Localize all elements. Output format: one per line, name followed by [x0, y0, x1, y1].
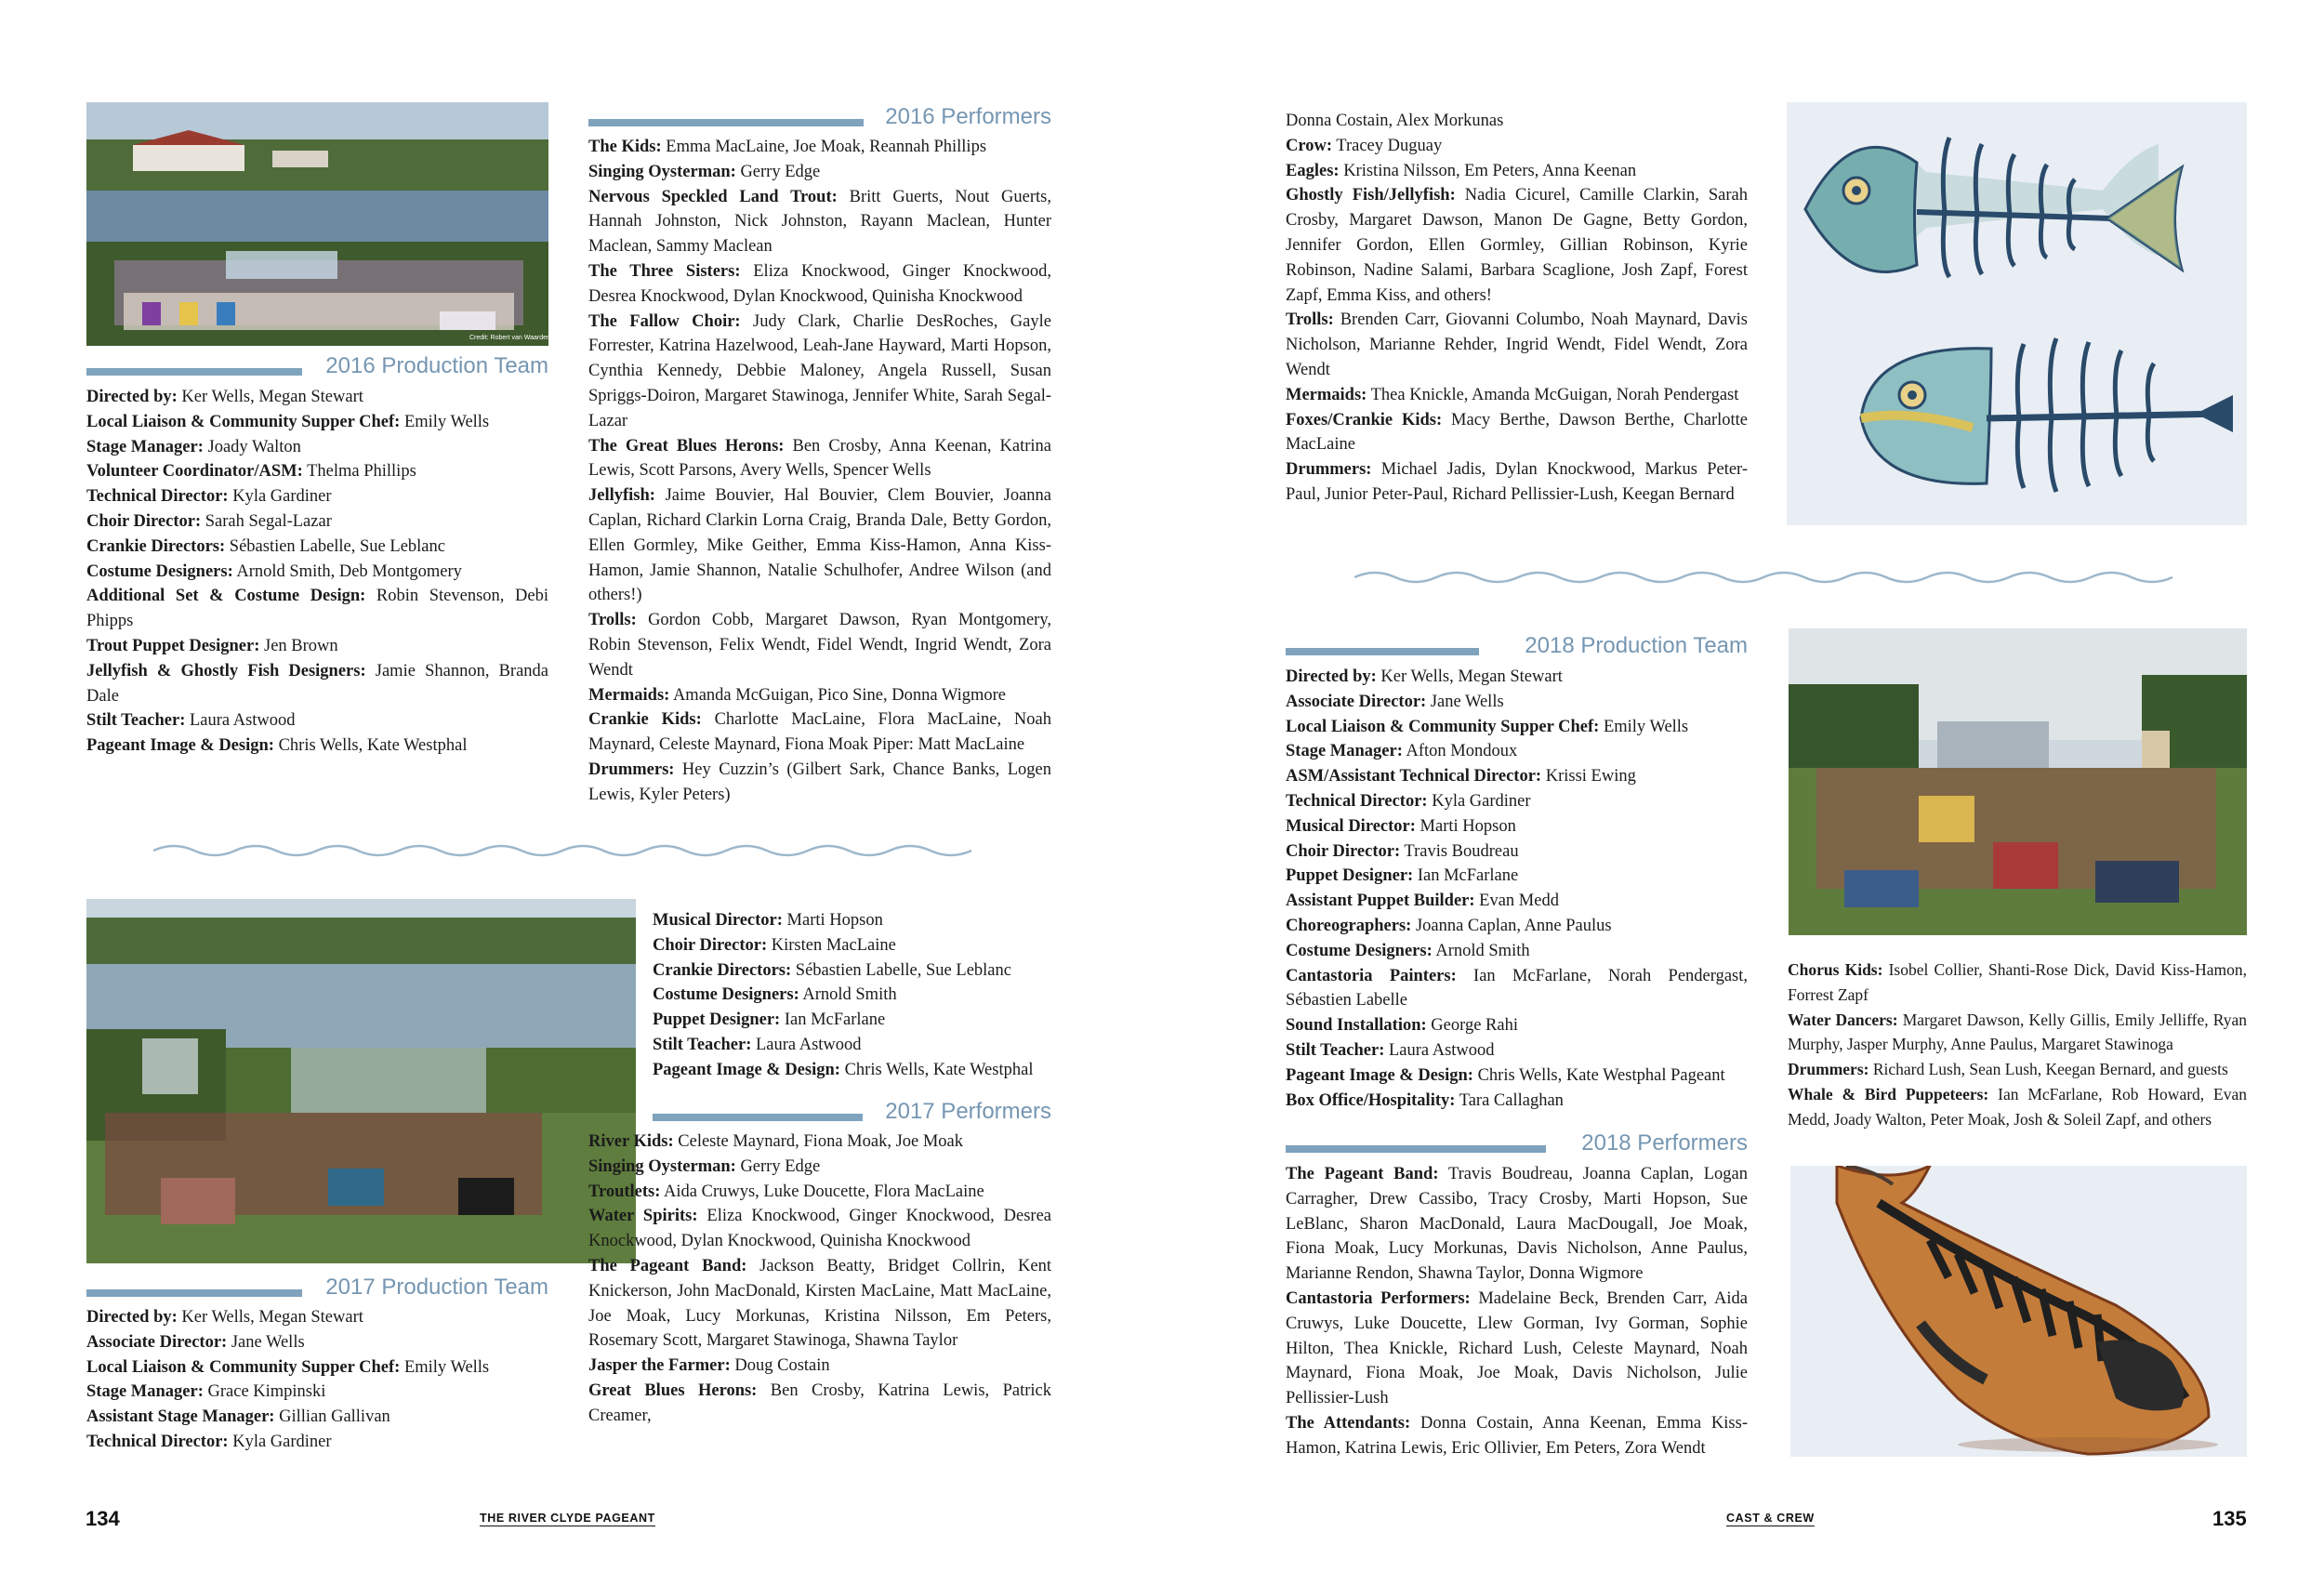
credit-names: Travis Boudreau, Joanna Caplan, Logan Carragher, Drew Cassibo, Tracy Crosby, Marti Hopson, Sue LeBlanc, Sharon MacDonald, Laura MacDougall, Joe Moak, Fiona Moak, Lucy Morkunas, Davis Nicholson, Anne Paulus, Marianne Rendon, Shawna Taylor, Donna Wigmore — [1286, 1165, 1748, 1284]
credit-line — [86, 1430, 548, 1455]
credit-line — [1286, 308, 1748, 382]
credit-role: Directed by: — [86, 1308, 178, 1327]
credit-line — [588, 1204, 1051, 1254]
credit-role: Additional Set & Costume Design: — [86, 587, 366, 606]
credit-role: Singing Oysterman: — [588, 1156, 736, 1176]
credit-names: Sébastien Labelle, Sue Leblanc — [791, 960, 1011, 980]
credit-names: Donna Costain, Alex Morkunas — [1286, 112, 1504, 130]
credit-role: Musical Director: — [1286, 816, 1416, 836]
credit-line — [86, 385, 548, 410]
credit-names: Nadia Cicurel, Camille Clarkin, Sarah Crosby, Margaret Dawson, Manon De Gagne, Betty Gordon, Jennifer Gordon, Ellen Gormley, Gillian Robinson, Kyrie Robinson, Nadine Salami, Barbara Scaglione, Josh Zapf, Forest Zapf, Emma Kiss, and others! — [1286, 186, 1748, 305]
credit-line — [1286, 1013, 1748, 1038]
credit-names: Laura Astwood — [185, 711, 296, 731]
credit-role: Cantastoria Performers: — [1286, 1288, 1471, 1308]
performers-2017-continued-list — [1286, 109, 1748, 508]
credit-role: Jellyfish & Ghostly Fish Designers: — [86, 661, 366, 680]
credit-role: Chorus Kids: — [1788, 960, 1883, 979]
credit-role: Associate Director: — [1286, 692, 1427, 711]
performers-2016-list — [588, 135, 1051, 808]
credit-names: Emily Wells — [1599, 717, 1689, 736]
credit-role: Crankie Directors: — [86, 536, 226, 556]
credit-names: Eliza Knockwood, Ginger Knockwood, Desrea Knockwood, Dylan Knockwood, Quinisha Knockwood — [588, 261, 1051, 306]
credit-role: Volunteer Coordinator/ASM: — [86, 462, 303, 482]
credit-line — [1286, 1089, 1748, 1114]
credit-line — [653, 1058, 1051, 1083]
credit-names: Arnold Smith, Deb Montgomery — [232, 561, 462, 581]
credit-line — [588, 1180, 1051, 1205]
credit-line — [1286, 789, 1748, 814]
credit-line — [588, 135, 1051, 160]
credit-role: Stilt Teacher: — [1286, 1040, 1385, 1060]
credit-role: Crankie Directors: — [653, 960, 792, 980]
credit-line — [86, 459, 548, 484]
credit-names: George Rahi — [1426, 1016, 1518, 1036]
credit-role: Troutlets: — [588, 1182, 661, 1201]
credit-line — [1286, 864, 1748, 889]
credit-line — [1286, 109, 1748, 134]
credit-line — [653, 933, 1051, 958]
credit-names: Brenden Carr, Giovanni Columbo, Noah Maynard, Davis Nicholson, Marianne Rehder, Ingrid Wendt, Fidel Wendt, Zora Wendt — [1286, 310, 1748, 379]
credit-line — [588, 758, 1051, 808]
credit-names: Madelaine Beck, Brenden Carr, Aida Cruwys, Luke Doucette, Llew Gorman, Ivy Gorman, Sophie Hilton, Thea Knickle, Richard Lush, Celeste Maynard, Noah Maynard, Fiona Moak, Joe Moak, Davis Nicholson, Julie Pellissier-Lush — [1286, 1288, 1748, 1408]
credit-line — [1286, 1287, 1748, 1411]
photo-credit: Credit: Robert van Waarden — [469, 335, 550, 341]
credit-names: Ben Crosby, Anna Keenan, Katrina Lewis, Scott Parsons, Avery Wells, Spencer Wells — [588, 436, 1051, 481]
credit-names: Chris Wells, Kate Westphal — [273, 736, 468, 756]
credit-names: Macy Berthe, Dawson Berthe, Charlotte MacLaine — [1286, 410, 1748, 455]
whale-illustration-panel — [1790, 1166, 2247, 1457]
credit-line — [86, 659, 548, 709]
fish-skeleton-illustration-2 — [1861, 338, 2233, 492]
credit-line — [588, 1354, 1051, 1379]
photo-2018-group — [1789, 628, 2247, 935]
photo-2017-group — [86, 899, 636, 1263]
credit-role: Choir Director: — [1286, 841, 1401, 861]
credit-line — [1286, 914, 1748, 939]
credit-line — [1286, 715, 1748, 740]
credit-line — [1286, 134, 1748, 159]
credit-role: Technical Director: — [86, 487, 229, 507]
credit-role: The Great Blues Herons: — [588, 436, 785, 456]
credit-line — [653, 983, 1051, 1008]
credit-names: Ker Wells, Megan Stewart — [177, 388, 363, 406]
credit-role: Sound Installation: — [1286, 1016, 1427, 1036]
credit-names: Gerry Edge — [735, 162, 821, 181]
credit-role: Local Liaison & Community Supper Chef: — [86, 1357, 401, 1377]
credit-line — [86, 1380, 548, 1405]
heading-bar — [1286, 648, 1479, 655]
credit-role: Water Spirits: — [588, 1207, 698, 1226]
credit-line — [86, 708, 548, 733]
credit-role: Ghostly Fish/Jellyfish: — [1286, 186, 1456, 205]
credit-line — [1286, 964, 1748, 1014]
credit-role: Directed by: — [86, 388, 178, 406]
credit-line — [86, 1330, 548, 1355]
credit-role: Drummers: — [1286, 460, 1372, 480]
heading-2016-production-team: 2016 Production Team — [86, 353, 548, 385]
credit-names: Hey Cuzzin’s (Gilbert Sark, Chance Banks, Logen Lewis, Kyler Peters) — [588, 760, 1051, 804]
credit-role: Trout Puppet Designer: — [86, 636, 260, 655]
credit-line — [1286, 889, 1748, 914]
whale-skeleton-illustration — [1790, 1166, 2247, 1457]
credit-line — [1286, 183, 1748, 308]
team-2017-list — [86, 1305, 548, 1455]
credit-names: Jane Wells — [227, 1332, 305, 1352]
credit-names: Ker Wells, Megan Stewart — [177, 1308, 363, 1327]
heading-bar — [86, 368, 302, 376]
credit-role: Crow: — [1286, 136, 1333, 155]
heading-bar — [653, 1114, 863, 1121]
credit-line — [86, 410, 548, 435]
credit-names: Jackson Beatty, Bridget Collrin, Kent Knickerson, John MacDonald, Kirsten MacLaine, Matt MacLaine, Joe Moak, Lucy Morkunas, Kristina Nilsson, Em Peters, Rosemary Scott, Margaret Stawinoga, Shawna Taylor — [588, 1256, 1051, 1351]
credit-names: Kirsten MacLaine — [767, 935, 896, 955]
credit-role: Great Blues Herons: — [588, 1380, 758, 1400]
credit-names: Britt Guerts, Nout Guerts, Hannah Johnston, Nick Johnston, Rayann Maclean, Hunter Maclean, Sammy Maclean — [588, 187, 1051, 257]
credit-role: Costume Designers: — [1286, 941, 1433, 960]
credit-line — [588, 707, 1051, 758]
credit-line — [653, 1008, 1051, 1033]
credit-line — [86, 1305, 548, 1330]
credit-role: ASM/Assistant Technical Director: — [1286, 767, 1542, 786]
page-number: 135 — [2212, 1507, 2247, 1530]
credit-line — [588, 483, 1051, 608]
credit-line — [653, 908, 1051, 933]
heading-2018-production-team: 2018 Production Team — [1286, 633, 1748, 665]
credit-names: Kyla Gardiner — [228, 487, 332, 507]
credit-names: Afton Mondoux — [1402, 742, 1518, 761]
credit-role: Local Liaison & Community Supper Chef: — [1286, 717, 1600, 736]
credit-line — [588, 1379, 1051, 1429]
credit-role: Foxes/Crankie Kids: — [1286, 410, 1443, 429]
credit-role: Drummers: — [588, 760, 675, 779]
team-2017-continued-list — [653, 908, 1051, 1083]
credit-names: Robin Stevenson, Debi Phipps — [86, 587, 548, 631]
heading-2018-performers: 2018 Performers — [1286, 1130, 1748, 1162]
credit-line — [1286, 457, 1748, 508]
fish-skeleton-illustration-1 — [1805, 138, 2182, 277]
credit-role: Mermaids: — [588, 685, 670, 705]
credit-names: Ian McFarlane, Norah Pendergast, Sébastien Labelle — [1286, 966, 1749, 1011]
credit-line — [588, 310, 1051, 434]
credit-names: Thelma Phillips — [302, 462, 416, 482]
credit-line — [588, 1155, 1051, 1180]
credit-names: Chris Wells, Kate Westphal — [839, 1060, 1034, 1079]
credit-role: The Pageant Band: — [588, 1256, 747, 1275]
page-number: 134 — [86, 1507, 120, 1530]
credit-names: Ian McFarlane — [780, 1011, 886, 1030]
credit-role: Puppet Designer: — [653, 1011, 781, 1030]
credit-line — [1788, 1057, 2247, 1082]
credit-line — [86, 584, 548, 634]
wave-divider — [1354, 568, 2182, 587]
credit-names: Marti Hopson — [782, 911, 883, 930]
credit-role: Choir Director: — [86, 511, 202, 531]
credit-line — [1286, 1411, 1748, 1461]
credit-names: Ian McFarlane — [1413, 866, 1519, 886]
credit-role: Trolls: — [1286, 310, 1334, 330]
heading-bar — [1286, 1145, 1546, 1153]
credit-role: Stilt Teacher: — [653, 1035, 752, 1054]
credit-line — [1788, 958, 2247, 1008]
credit-line — [1286, 764, 1748, 789]
credit-names: Kyla Gardiner — [1427, 791, 1531, 811]
credit-names: Krissi Ewing — [1541, 767, 1636, 786]
fish-illustration-panel — [1787, 102, 2247, 525]
credit-role: Eagles: — [1286, 161, 1340, 180]
credit-line — [1286, 159, 1748, 184]
credit-names: Kristina Nilsson, Em Peters, Anna Keenan — [1339, 161, 1637, 180]
credit-names: Joanna Caplan, Anne Paulus — [1411, 916, 1612, 935]
credit-names: Arnold Smith — [1432, 941, 1530, 960]
running-head: CAST & CREW — [1726, 1512, 1815, 1525]
credit-role: Drummers: — [1788, 1060, 1869, 1079]
credit-names: Eliza Knockwood, Ginger Knockwood, Desrea Knockwood, Dylan Knockwood, Quinisha Knockwood — [588, 1207, 1051, 1251]
credit-role: Jasper the Farmer: — [588, 1356, 731, 1376]
credit-names: Ker Wells, Megan Stewart — [1376, 667, 1563, 686]
credit-role: The Pageant Band: — [1286, 1165, 1439, 1183]
credit-names: Sébastien Labelle, Sue Leblanc — [225, 536, 445, 556]
credit-names: Celeste Maynard, Fiona Moak, Joe Moak — [673, 1132, 964, 1151]
credit-role: Trolls: — [588, 611, 637, 630]
credit-role: Stilt Teacher: — [86, 711, 186, 731]
performers-2018-list — [1286, 1162, 1748, 1461]
credit-names: Thea Knickle, Amanda McGuigan, Norah Pendergast — [1367, 385, 1739, 404]
credit-role: The Kids: — [588, 138, 662, 156]
team-2016-list — [86, 385, 548, 759]
credit-line — [86, 634, 548, 659]
credit-role: The Attendants: — [1286, 1413, 1411, 1433]
heading-bar — [588, 119, 864, 126]
credit-line — [1286, 690, 1748, 715]
credit-line — [1788, 1008, 2247, 1058]
credit-names: Chris Wells, Kate Westphal Pageant — [1472, 1065, 1725, 1085]
credit-role: Stage Manager: — [1286, 742, 1403, 761]
credit-line — [1286, 939, 1748, 964]
credit-names: Joady Walton — [203, 437, 301, 456]
credit-role: Jellyfish: — [588, 486, 655, 506]
credit-names: Travis Boudreau — [1400, 841, 1519, 861]
credit-names: Tara Callaghan — [1455, 1090, 1564, 1110]
credit-role: Box Office/Hospitality: — [1286, 1090, 1456, 1110]
credit-role: Mermaids: — [1286, 385, 1367, 404]
credit-line — [86, 1355, 548, 1380]
credit-line — [588, 1254, 1051, 1354]
credit-names: Gillian Gallivan — [274, 1407, 390, 1427]
credit-line — [1286, 1162, 1748, 1287]
credit-role: Costume Designers: — [86, 561, 233, 581]
credit-role: Choreographers: — [1286, 916, 1412, 935]
credit-line — [1286, 839, 1748, 865]
credit-role: Stage Manager: — [86, 1382, 204, 1402]
credit-role: The Fallow Choir: — [588, 311, 741, 331]
credit-line — [86, 733, 548, 759]
credit-role: The Three Sisters: — [588, 261, 741, 281]
credit-line — [588, 1129, 1051, 1155]
credit-names: Jaime Bouvier, Hal Bouvier, Clem Bouvier, Joanna Caplan, Richard Clarkin Lorna Craig, Branda Dale, Betty Gordon, Ellen Gormley, Mike Geither, Emma Kiss-Hamon, Anna Kiss-Hamon, Jamie Shannon, Natalie Schulhofer, Andree Wilson (and others!) — [588, 486, 1051, 605]
credit-names: Emily Wells — [400, 412, 490, 431]
credit-names: Ben Crosby, Katrina Lewis, Patrick Creamer, — [588, 1380, 1051, 1425]
performers-2017-list — [588, 1129, 1051, 1429]
credit-role: River Kids: — [588, 1132, 674, 1151]
credit-line — [86, 535, 548, 560]
credit-role: Directed by: — [1286, 667, 1377, 686]
credit-names: Grace Kimpinski — [203, 1382, 326, 1402]
credit-names: Aida Cruwys, Luke Doucette, Flora MacLaine — [660, 1182, 984, 1201]
credit-names: Emma MacLaine, Joe Moak, Reannah Phillips — [661, 138, 987, 156]
credit-names: Michael Jadis, Dylan Knockwood, Markus Peter-Paul, Junior Peter-Paul, Richard Pellissier-Lush, Keegan Bernard — [1286, 460, 1748, 504]
credit-line — [1286, 814, 1748, 839]
credit-names: Jen Brown — [259, 636, 338, 655]
credit-line — [588, 434, 1051, 484]
credit-line — [1286, 739, 1748, 764]
credit-line — [588, 259, 1051, 310]
heading-2017-performers: 2017 Performers — [653, 1099, 1051, 1130]
credit-names: Sarah Segal-Lazar — [201, 511, 332, 531]
credit-role: Nervous Speckled Land Trout: — [588, 187, 838, 206]
credit-names: Jamie Shannon, Branda Dale — [86, 661, 549, 706]
credit-names: Ian McFarlane, Rob Howard, Evan Medd, Joady Walton, Peter Moak, Josh & Soleil Zapf, and others — [1788, 1084, 2247, 1129]
credit-names: Tracey Duguay — [1332, 136, 1443, 155]
credit-line — [86, 484, 548, 509]
credit-line — [653, 958, 1051, 984]
credit-names: Laura Astwood — [1384, 1040, 1495, 1060]
credit-role: Technical Director: — [1286, 791, 1428, 811]
running-head: THE RIVER CLYDE PAGEANT — [480, 1512, 655, 1525]
credit-role: Assistant Stage Manager: — [86, 1407, 275, 1427]
credit-role: Singing Oysterman: — [588, 162, 736, 181]
credit-line — [86, 560, 548, 585]
credit-names: Jane Wells — [1426, 692, 1504, 711]
credit-role: Associate Director: — [86, 1332, 228, 1352]
performers-2018-continued-list — [1788, 958, 2247, 1132]
credit-role: Pageant Image & Design: — [86, 736, 274, 756]
credit-role: Assistant Puppet Builder: — [1286, 892, 1475, 911]
credit-names: Gordon Cobb, Margaret Dawson, Ryan Montgomery, Robin Stevenson, Felix Wendt, Fidel Wendt, Ingrid Wendt, Zora Wendt — [588, 611, 1051, 680]
credit-line — [588, 683, 1051, 708]
credit-role: Crankie Kids: — [588, 710, 702, 730]
heading-bar — [86, 1289, 302, 1297]
credit-names: Judy Clark, Charlie DesRoches, Gayle Forrester, Katrina Hazelwood, Leah-Jane Hayward, Marti Hopson, Cynthia Kennedy, Debbie Maloney, Angela Russell, Susan Spriggs-Doiron, Margaret Stawinoga, Jennifer White, Sarah Segal-Lazar — [588, 311, 1051, 430]
credit-role: Puppet Designer: — [1286, 866, 1414, 886]
credit-line — [653, 1033, 1051, 1058]
credit-role: Water Dancers: — [1788, 1010, 1898, 1029]
credit-names: Doug Costain — [730, 1356, 830, 1376]
right-page — [1162, 0, 2324, 1572]
credit-role: Costume Designers: — [653, 985, 799, 1005]
credit-line — [588, 608, 1051, 682]
credit-names: Isobel Collier, Shanti-Rose Dick, David Kiss-Hamon, Forrest Zapf — [1788, 960, 2247, 1004]
heading-2016-performers: 2016 Performers — [588, 104, 1051, 136]
credit-role: Technical Director: — [86, 1432, 229, 1451]
team-2018-list — [1286, 665, 1748, 1113]
credit-names: Gerry Edge — [735, 1156, 821, 1176]
credit-names: Margaret Dawson, Kelly Gillis, Emily Jelliffe, Ryan Murphy, Jasper Murphy, Anne Paulus, Margaret Stawinoga — [1788, 1010, 2247, 1054]
heading-2017-production-team: 2017 Production Team — [86, 1275, 548, 1306]
credit-role: Local Liaison & Community Supper Chef: — [86, 412, 401, 431]
credit-line — [1286, 1063, 1748, 1089]
credit-names: Amanda McGuigan, Pico Sine, Donna Wigmore — [669, 685, 1007, 705]
credit-role: Whale & Bird Puppeteers: — [1788, 1084, 1989, 1103]
credit-names: Evan Medd — [1474, 892, 1559, 911]
credit-line — [86, 1405, 548, 1430]
credit-line — [1286, 383, 1748, 408]
credit-line — [588, 185, 1051, 259]
credit-names: Laura Astwood — [751, 1035, 862, 1054]
photo-2016-group — [86, 102, 548, 346]
credit-line — [1286, 408, 1748, 458]
credit-names: Richard Lush, Sean Lush, Keegan Bernard, and guests — [1868, 1060, 2228, 1079]
credit-role: Cantastoria Painters: — [1286, 966, 1457, 985]
credit-names: Charlotte MacLaine, Flora MacLaine, Noah Maynard, Celeste Maynard, Fiona Moak Piper: Matt MacLaine — [588, 710, 1051, 755]
credit-line — [1286, 665, 1748, 690]
credit-names: Emily Wells — [400, 1357, 490, 1377]
credit-line — [86, 435, 548, 460]
credit-names: Kyla Gardiner — [228, 1432, 332, 1451]
credit-line — [1286, 1038, 1748, 1063]
fish-skeleton-illustration — [1787, 102, 2247, 525]
credit-line — [588, 160, 1051, 185]
credit-role: Choir Director: — [653, 935, 768, 955]
credit-role: Stage Manager: — [86, 437, 204, 456]
credit-names: Arnold Smith — [799, 985, 897, 1005]
wave-divider — [153, 841, 981, 860]
credit-line — [1788, 1082, 2247, 1132]
credit-names: Donna Costain, Anna Keenan, Emma Kiss-Hamon, Katrina Lewis, Eric Ollivier, Em Peters, Zora Wendt — [1286, 1413, 1748, 1458]
credit-role: Pageant Image & Design: — [653, 1060, 840, 1079]
credit-names: Marti Hopson — [1415, 816, 1516, 836]
credit-role: Musical Director: — [653, 911, 783, 930]
credit-role: Pageant Image & Design: — [1286, 1065, 1473, 1085]
credit-line — [86, 509, 548, 535]
